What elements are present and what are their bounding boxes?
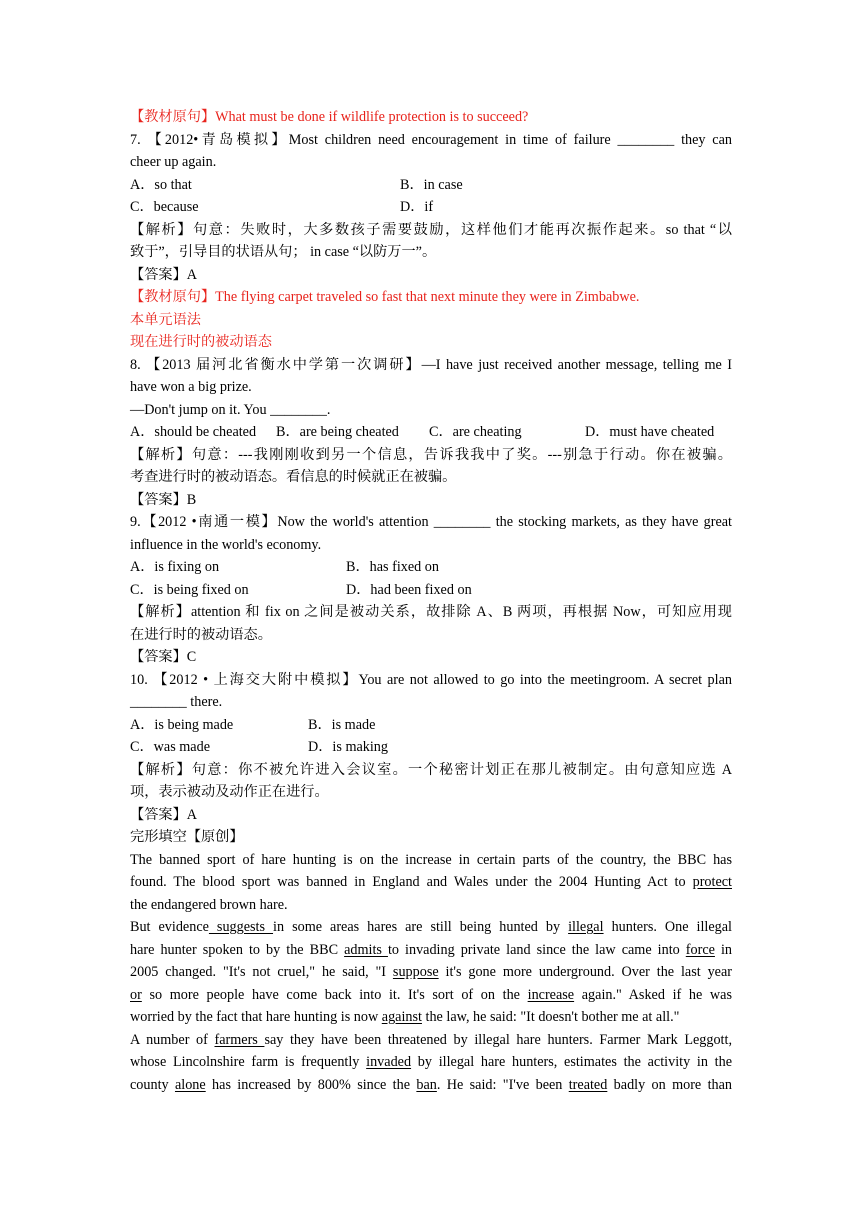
passage-line: But evidence suggests in some areas hares are still being hunted by illegal hunters. One illegal [130, 919, 732, 935]
blank-word: suppose [392, 964, 439, 980]
question-9-stem-cont: influence in the world's economy. [130, 536, 322, 553]
question-9-answer: 【答案】C [130, 649, 197, 665]
question-7-stem: 7. 【2012•青岛模拟】Most children need encouragement in time of failure ________ they can [130, 131, 732, 148]
blank-word: invaded [366, 1054, 412, 1070]
blank-word: force [685, 941, 715, 958]
passage-line: A number of farmers say they have been threatened by illegal hare hunters. Farmer Mark Leggott, [130, 1031, 732, 1048]
document-page [130, 106, 732, 1096]
option-a: A．should be cheated [130, 424, 257, 440]
option-b: B．in case [400, 176, 463, 193]
passage-line: worried by the fact that hare hunting is now against the law, he said: "It doesn't bother me at all." [130, 1009, 680, 1025]
question-9-analysis: 【解析】attention 和 fix on 之间是被动关系，故排除 A、B 两项，再根据 Now，可知应用现 [130, 604, 732, 620]
option-b: B．is made [308, 716, 376, 733]
option-a: A．is being made [130, 716, 234, 733]
option-d: D．had been fixed on [346, 581, 472, 598]
question-8-stem-cont: have won a big prize. [130, 379, 252, 395]
textbook-quote-1: 【教材原句】What must be done if wildlife protection is to succeed? [130, 109, 529, 125]
question-9-stem: 9.【2012 •南通一模】Now the world's attention ________ the stocking markets, as they have great [130, 514, 732, 530]
question-8-analysis: 【解析】句意：---我刚刚收到另一个信息，告诉我我中了奖。---别急于行动。你在被骗。 [130, 446, 732, 463]
option-c: C．is being fixed on [130, 581, 249, 598]
blank-word: ban [416, 1076, 437, 1093]
blank-word: admits [344, 941, 388, 958]
cloze-heading: 完形填空【原创】 [130, 829, 244, 845]
option-c: C．because [130, 199, 199, 215]
option-a: A．is fixing on [130, 559, 220, 575]
question-8-reply: —Don't jump on it. You ________. [130, 401, 331, 418]
question-10-options-row1 [130, 714, 732, 737]
option-d: D．is making [308, 739, 388, 755]
question-7-analysis-cont: 致于”，引导目的状语从句； in case “以防万一”。 [130, 244, 437, 260]
blank-word: increase [527, 986, 575, 1003]
blank-word: farmers [214, 1031, 265, 1048]
blank-word: illegal [568, 919, 604, 935]
option-b: B．has fixed on [346, 559, 439, 575]
blank-word: protect [692, 874, 732, 890]
passage-line: 2005 changed. "It's not cruel," he said, "I suppose it's gone more underground. Over the last year [130, 964, 732, 980]
question-8-stem: 8. 【2013 届河北省衡水中学第一次调研】—I have just received another message, telling me I [130, 356, 732, 373]
question-10-stem: 10. 【2012 • 上海交大附中模拟】You are not allowed to go into the meetingroom. A secret plan [130, 671, 732, 688]
passage-line: the endangered brown hare. [130, 896, 288, 913]
passage-line: or so more people have come back into it. It's sort of on the increase again." Asked if he was [130, 986, 732, 1003]
option-b: B．are being cheated [276, 424, 399, 440]
option-c: C．was made [130, 739, 210, 755]
passage-line: The banned sport of hare hunting is on the increase in certain parts of the country, the BBC has [130, 851, 732, 868]
question-7-stem-cont: cheer up again. [130, 154, 217, 170]
question-7-options-row1 [130, 174, 732, 197]
option-d: D．if [400, 199, 434, 215]
question-10-options-row2 [130, 736, 732, 759]
option-c: C．are cheating [429, 424, 522, 440]
option-a: A．so that [130, 176, 192, 193]
grammar-topic-heading: 现在进行时的被动语态 [130, 334, 272, 350]
question-10-answer: 【答案】A [130, 806, 197, 823]
blank-word: alone [174, 1076, 206, 1093]
passage-line: whose Lincolnshire farm is frequently invaded by illegal hare hunters, estimates the activity in the [130, 1054, 732, 1070]
question-7-analysis: 【解析】句意：失败时，大多数孩子需要鼓励，这样他们才能再次振作起来。so that “以 [130, 221, 732, 238]
question-8-analysis-cont: 考查进行时的被动语态。看信息的时候就正在被骗。 [130, 469, 457, 485]
question-7-options-row2 [130, 196, 732, 219]
question-9-options-row2 [130, 579, 732, 602]
passage-line: hare hunter spoken to by the BBC admits to invading private land since the law came into force in [130, 941, 732, 958]
textbook-quote-2: 【教材原句】The flying carpet traveled so fast that next minute they were in Zimbabwe. [130, 289, 640, 305]
blank-word: or [130, 986, 142, 1003]
blank-word: treated [568, 1076, 608, 1093]
unit-grammar-heading: 本单元语法 [130, 311, 201, 328]
passage-line: county alone has increased by 800% since the ban. He said: "I've been treated badly on more than [130, 1076, 732, 1093]
question-9-options-row1 [130, 556, 732, 579]
question-10-stem-cont: ________ there. [130, 694, 223, 710]
question-10-analysis-cont: 项，表示被动及动作正在进行。 [130, 784, 329, 800]
question-9-analysis-cont: 在进行时的被动语态。 [130, 626, 272, 643]
blank-word: against [381, 1009, 422, 1025]
option-d: D．must have cheated [585, 424, 715, 440]
question-10-analysis: 【解析】句意：你不被允许进入会议室。一个秘密计划正在那儿被制定。由句意知应选 A [130, 761, 732, 778]
question-7-answer: 【答案】A [130, 266, 197, 283]
blank-word: suggests [208, 919, 274, 935]
question-8-answer: 【答案】B [130, 491, 197, 508]
passage-line: found. The blood sport was banned in England and Wales under the 2004 Hunting Act to protect [130, 874, 732, 890]
question-8-options [130, 421, 732, 444]
